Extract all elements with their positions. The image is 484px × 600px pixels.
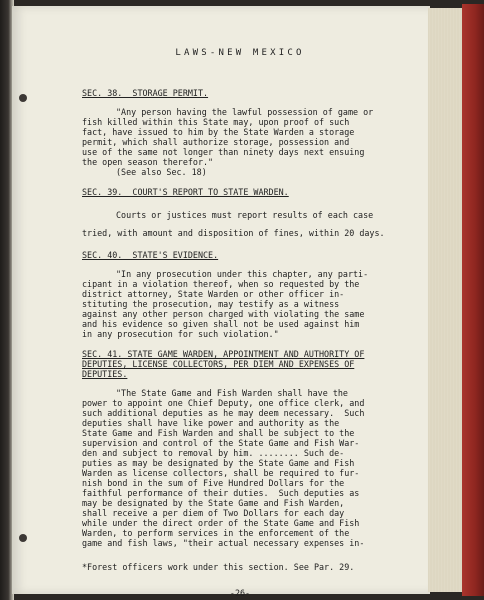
text-line: such additional deputies as he may deem necessary. Such — [82, 408, 365, 418]
page-edges — [428, 8, 463, 592]
binding-hole — [19, 534, 27, 542]
section-41-text — [82, 388, 398, 548]
section-39-text — [82, 206, 398, 242]
text-line: against any other person charged with violating the same — [82, 309, 365, 319]
text-line: nish bond in the sum of Five Hundred Dollars for the — [82, 478, 345, 488]
section-41-heading: SEC. 41. STATE GAME WARDEN, APPOINTMENT AND AUTHORITY OF DEPUTIES, LICENSE COLLECTORS, PER DIEM AND EXPENSES OF DEPUTIES. — [82, 349, 365, 379]
text-line: Warden, to perform services in the enforcement of the — [82, 528, 350, 538]
page-content — [82, 48, 398, 598]
section-40-heading: SEC. 40. STATE'S EVIDENCE. — [82, 250, 219, 260]
footnote: *Forest officers work under this section. See Par. 29. — [82, 562, 355, 572]
text-line: cipant in a violation thereof, when so requested by the — [82, 279, 360, 289]
text-line: the open season therefor." — [82, 157, 214, 167]
text-line: "In any prosecution under this chapter, any parti- — [116, 269, 369, 279]
section-40-text — [82, 269, 398, 339]
text-line: State Game and Fish Warden and shall be subject to the — [82, 428, 355, 438]
text-line: district attorney, State Warden or other officer in- — [82, 289, 345, 299]
text-line: fish killed within this State may, upon proof of such — [82, 117, 350, 127]
text-line: deputies shall have like power and authority as the — [82, 418, 340, 428]
section-39-heading: SEC. 39. COURT'S REPORT TO STATE WARDEN. — [82, 187, 289, 197]
section-38-text — [82, 107, 398, 177]
text-line: faithful performance of their duties. Such deputies as — [82, 488, 360, 498]
text-line: "Any person having the lawful possession of game or — [116, 107, 374, 117]
text-line: stituting the prosecution, may testify as a witness — [82, 299, 340, 309]
text-paragraph: Courts or justices must report results of each case tried, with amount and disposition of fines, within 20 days. — [82, 210, 385, 238]
text-line: Warden as license collectors, shall be required to fur- — [82, 468, 360, 478]
text-line: power to appoint one Chief Deputy, one office clerk, and — [82, 398, 365, 408]
binding-hole — [19, 94, 27, 102]
text-line: "The State Game and Fish Warden shall have the — [116, 388, 348, 398]
text-line: fact, have issued to him by the State Warden a storage — [82, 127, 355, 137]
book-cover — [462, 4, 484, 596]
text-line: game and fish laws, "their actual necessary expenses in- — [82, 538, 365, 548]
text-line: shall receive a per diem of Two Dollars for each day — [82, 508, 345, 518]
text-line: permit, which shall authorize storage, possession and — [82, 137, 350, 147]
text-line: may be designated by the State Game and Fish Warden, — [82, 498, 345, 508]
section-38-heading: SEC. 38. STORAGE PERMIT. — [82, 88, 209, 98]
text-line: puties as may be designated by the State Game and Fish — [82, 458, 355, 468]
text-line: den and subject to removal by him. ........ Such de- — [82, 448, 345, 458]
text-line: in any prosecution for such violation." — [82, 329, 279, 339]
text-line: (See also Sec. 18) — [116, 167, 207, 177]
page-number: -26- — [229, 588, 251, 598]
text-line: supervision and control of the State Game and Fish War- — [82, 438, 360, 448]
running-head: LAWS-NEW MEXICO — [175, 48, 305, 58]
text-line: while under the direct order of the State Game and Fish — [82, 518, 360, 528]
text-line: and his evidence so given shall not be used against him — [82, 319, 360, 329]
text-line: use of the same not longer than ninety days next ensuing — [82, 147, 365, 157]
